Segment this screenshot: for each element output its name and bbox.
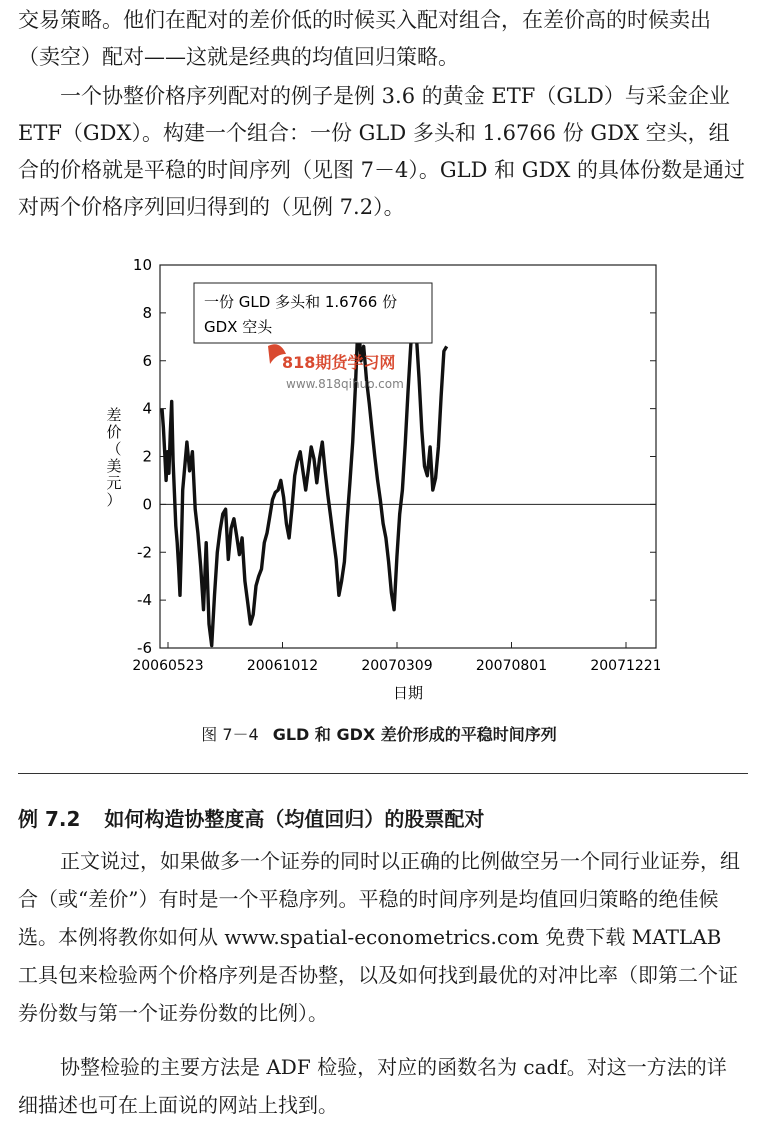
example-heading bbox=[18, 803, 484, 832]
watermark-url: www.818qihuo.com bbox=[286, 377, 404, 391]
example-paragraph-2: 协整检验的主要方法是 ADF 检验，对应的函数名为 cadf。对这一方法的详细描述也可在上面说的网站上找到。 bbox=[18, 1055, 727, 1117]
y-tick-label: -4 bbox=[137, 591, 152, 610]
spread-chart bbox=[100, 250, 660, 710]
y-tick-label: 0 bbox=[142, 495, 152, 514]
y-axis-label: 差价（美元） bbox=[106, 406, 122, 509]
y-tick-label: 4 bbox=[142, 399, 152, 418]
example-paragraph-1: 正文说过，如果做多一个证券的同时以正确的比例做空另一个同行业证券，组合（或“差价”）有时是一个平稳序列。平稳的时间序列是均值回归策略的绝佳候选。本例将教你如何从 www.spatial-econometrics.com 免费下载 MATLAB 工具包来检验两个价格序列是否协整，以及如何找到最优的对冲比率（即第二个证券份数与第一个证券份数的比例）。 bbox=[18, 849, 740, 1025]
x-axis-label: 日期 bbox=[392, 684, 424, 702]
chart-legend bbox=[194, 283, 432, 343]
x-tick-label: 20070309 bbox=[361, 658, 433, 674]
figure-7-4 bbox=[100, 250, 660, 710]
example-title: 如何构造协整度高（均值回归）的股票配对 bbox=[104, 807, 485, 831]
body-paragraph-1: 交易策略。他们在配对的差价低的时候买入配对组合，在差价高的时候卖出（卖空）配对——这就是经典的均值回归策略。 bbox=[18, 8, 711, 69]
legend-line-2: GDX 空头 bbox=[204, 318, 273, 336]
caption-text: GLD 和 GDX 差价形成的平稳时间序列 bbox=[272, 725, 557, 744]
example-number: 例 7.2 bbox=[18, 807, 81, 831]
x-tick-label: 20071221 bbox=[590, 658, 660, 674]
x-tick-label: 20060523 bbox=[132, 658, 204, 674]
y-tick-label: -2 bbox=[137, 543, 152, 562]
y-tick-label: 2 bbox=[142, 447, 152, 466]
y-tick-label: 8 bbox=[142, 303, 152, 322]
y-tick-label: 10 bbox=[132, 256, 152, 274]
x-tick-label: 20061012 bbox=[246, 658, 319, 674]
caption-number: 图 7－4 bbox=[201, 725, 259, 744]
y-tick-label: -6 bbox=[137, 639, 152, 657]
watermark-title: 818期货学习网 bbox=[282, 353, 396, 372]
legend-line-1: 一份 GLD 多头和 1.6766 份 bbox=[204, 293, 398, 311]
section-divider bbox=[18, 773, 748, 774]
x-tick-label: 20070801 bbox=[475, 658, 548, 674]
figure-caption bbox=[0, 722, 758, 745]
body-paragraph-2: 一个协整价格序列配对的例子是例 3.6 的黄金 ETF（GLD）与采金企业 ETF（GDX）。构建一个组合：一份 GLD 多头和 1.6766 份 GDX 空头，组合的价格就是平稳的时间序列（见图 7－4）。GLD 和 GDX 的具体份数是通过对两个价格序列回归得到的（见例 7.2）。 bbox=[18, 84, 746, 219]
y-tick-label: 6 bbox=[142, 351, 152, 370]
